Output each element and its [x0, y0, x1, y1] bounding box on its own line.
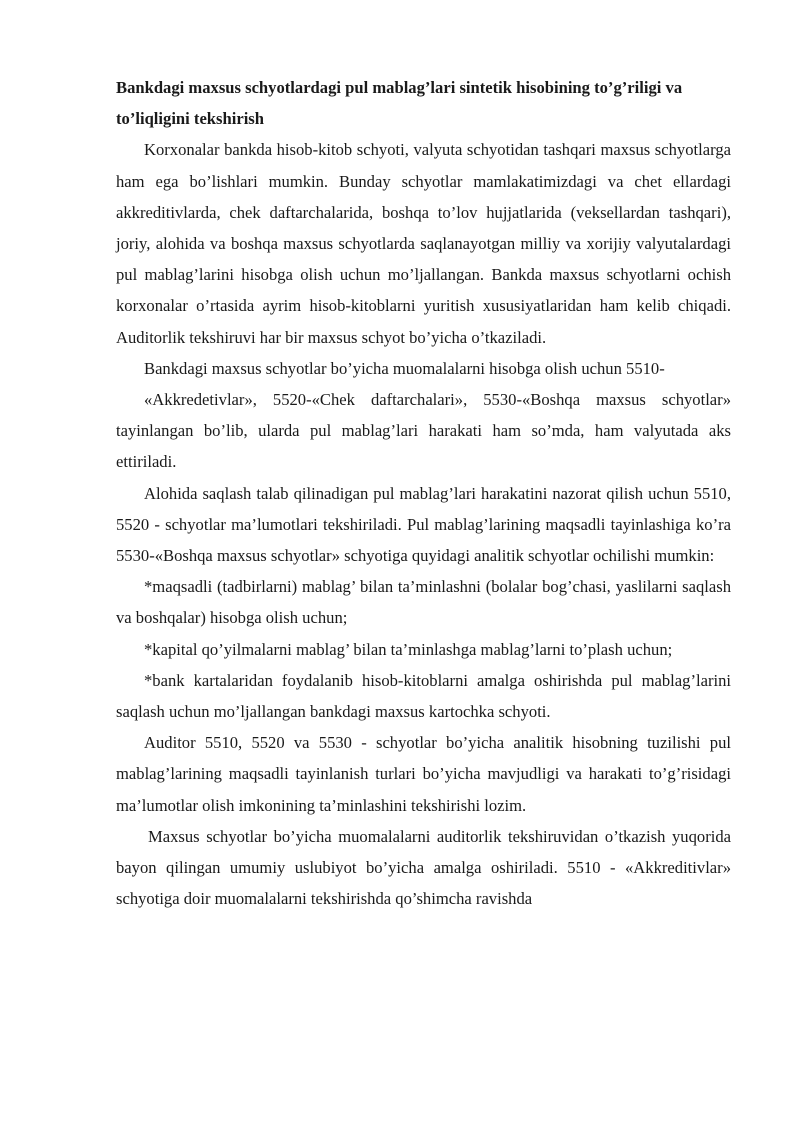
paragraph: «Akkredetivlar», 5520-«Chek daftarchalari», 5530-«Boshqa maxsus schyotlar» tayinlangan bo’lib, ularda pul mablag’lari harakati ham so’mda, ham valyutada aks ettiriladi.	[116, 390, 731, 472]
paragraph: Bankdagi maxsus schyotlar bo’yicha muomalalarni hisobga olish uchun 5510-	[144, 358, 665, 378]
paragraph: Maxsus schyotlar bo’yicha muomalalarni auditorlik tekshiruvidan o’tkazish yuqorida bayon qilingan umumiy uslubiyot bo’yicha amalga oshiriladi. 5510 - «Akkreditivlar» schyotiga doir muomalalarni tekshirishda qo’shimcha ravishda	[116, 826, 731, 909]
list-item: *bank kartalaridan foydalanib hisob-kitoblarni amalga oshirishda pul mablag’larini saqlash uchun mo’ljallangan bankdagi maxsus kartochka schyoti.	[116, 670, 731, 722]
list-item: *maqsadli (tadbirlarni) mablag’ bilan ta’minlashni (bolalar bog’chasi, yaslilarni saqlash va boshqalar) hisobga olish uchun;	[116, 577, 731, 628]
paragraph: Auditor 5510, 5520 va 5530 - schyotlar bo’yicha analitik hisobning tuzilishi pul mablag’larining maqsadli tayinlanish turlari bo’yicha mavjudligi va harakati to’g’risidagi ma’lumotlar olish imkonining ta’minlashini tekshirishi lozim.	[116, 733, 731, 815]
paragraph: Korxonalar bankda hisob-kitob schyoti, valyuta schyotidan tashqari maxsus schyotlarga ham ega bo’lishlari mumkin. Bunday schyotlar mamlakatimizdagi va chet ellardagi akkreditivlarda, chek daftarchalarida, boshqa to’lov hujjatlarida (veksellardan tashqari), joriy, alohida va boshqa maxsus schyotlarda saqlanayotgan milliy va xorijiy valyutalardagi pul mablag’larini hisobga olish uchun mo’ljallangan. Bankda maxsus schyotlarni ochish korxonalar o’rtasida ayrim hisob-kitoblarni yuritish xususiyatlaridan ham kelib chiqadi. Auditorlik tekshiruvi har bir maxsus schyot bo’yicha o’tkaziladi.	[116, 140, 731, 347]
paragraph: Alohida saqlash talab qilinadigan pul mablag’lari harakatini nazorat qilish uchun 5510, 5520 - schyotlar ma’lumotlari tekshiriladi. Pul mablag’larining maqsadli tayinlashiga ko’ra 5530-«Boshqa maxsus schyotlar» schyotiga quyidagi analitik schyotlar ochilishi mumkin:	[116, 483, 731, 566]
document-page	[116, 72, 731, 914]
list-item: *kapital qo’yilmalarni mablag’ bilan ta’minlashga mablag’larni to’plash uchun;	[144, 639, 673, 659]
section-title: Bankdagi maxsus schyotlardagi pul mablag’lari sintetik hisobining to’g’riligi va to’liqligini tekshirish	[116, 78, 683, 129]
